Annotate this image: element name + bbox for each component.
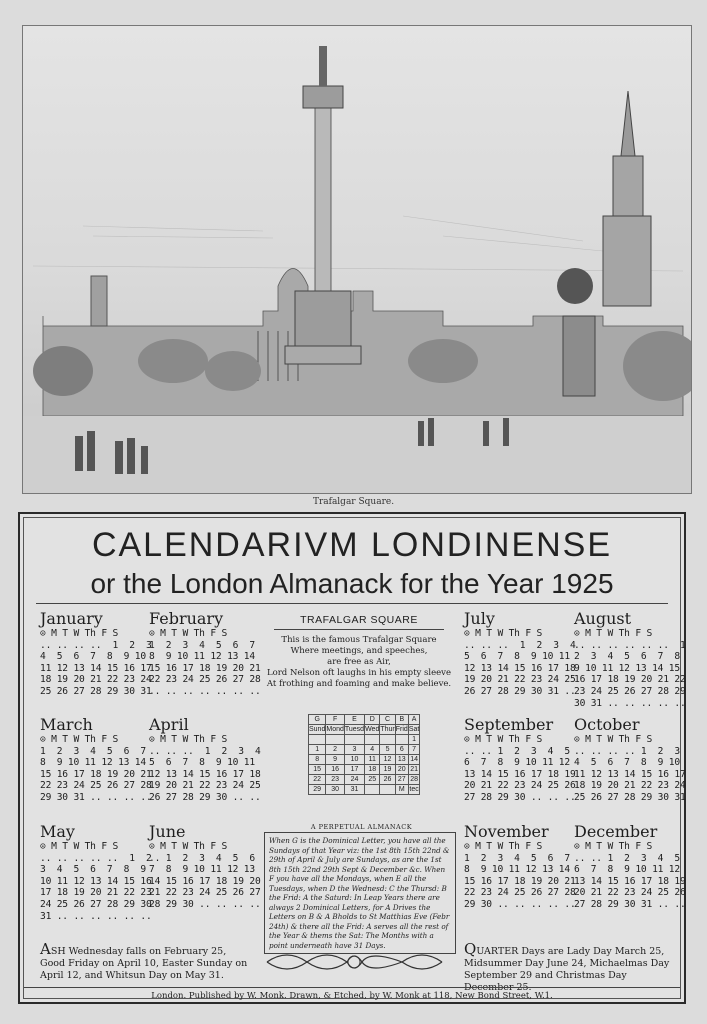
week-row: .. .. 1 2 3 4 5 xyxy=(464,745,570,757)
week-row: .. .. 1 2 3 4 5 xyxy=(574,852,680,864)
week-row: 6 7 8 9 10 11 12 xyxy=(464,757,570,769)
almanack-cell: 8 xyxy=(309,755,326,765)
month-name: February xyxy=(149,609,224,628)
week-row: .. .. .. .. 1 2 3 xyxy=(574,745,680,757)
month-name: April xyxy=(149,715,189,734)
week-row: 18 19 20 21 22 23 24 xyxy=(40,674,152,686)
week-row: 25 26 27 28 29 30 31 xyxy=(574,791,686,803)
note-text: SH Wednesday falls on February 25, Good Friday on April 10, Easter Sunday on April 12, and Whitsun Day on May 31. xyxy=(40,946,248,981)
day-header: ⊙ M T W Th F S xyxy=(464,628,543,639)
almanack-cell: 19 xyxy=(380,765,395,775)
calendar-panel xyxy=(18,512,686,1004)
month-november xyxy=(464,823,576,911)
day-header: ⊙ M T W Th F S xyxy=(40,734,119,745)
almanack-cell: D xyxy=(365,715,380,725)
almanack-title: A PERPETUAL ALMANACK xyxy=(310,823,413,831)
perpetual-almanack-grid xyxy=(308,714,420,795)
almanack-cell: 13 xyxy=(395,755,408,765)
almanack-cell xyxy=(365,735,380,745)
week-row: 12 13 14 15 16 17 18 xyxy=(149,768,261,780)
drop-cap: Q xyxy=(464,940,477,958)
almanack-cell: B xyxy=(395,715,408,725)
day-header: ⊙ M T W Th F S xyxy=(40,841,119,852)
title-rule xyxy=(36,603,668,604)
week-row: 11 12 13 14 15 16 17 xyxy=(40,662,152,674)
almanack-row xyxy=(309,755,420,765)
almanack-cell: 24 xyxy=(344,775,364,785)
month-january xyxy=(40,610,152,698)
week-row: 15 16 17 18 19 20 21 xyxy=(40,768,152,780)
almanack-cell: 1 xyxy=(408,735,420,745)
almanack-cell: Sat xyxy=(408,726,420,733)
week-row: 5 6 7 8 9 10 11 xyxy=(464,651,570,663)
almanack-cell xyxy=(365,785,380,795)
week-row: 19 20 21 22 23 24 25 xyxy=(149,780,261,792)
week-row: 18 19 20 21 22 23 24 xyxy=(574,780,686,792)
almanack-cell: Sund xyxy=(309,726,326,733)
week-row: 1 2 3 4 5 6 7 xyxy=(40,745,146,757)
week-row: 13 14 15 16 17 18 19 xyxy=(464,768,576,780)
day-header: ⊙ M T W Th F S xyxy=(149,841,228,852)
almanack-cell: Wed xyxy=(365,726,380,733)
almanack-row xyxy=(309,715,420,725)
month-may xyxy=(40,823,152,922)
month-april xyxy=(149,716,261,804)
day-header: ⊙ M T W Th F S xyxy=(574,628,653,639)
month-name: October xyxy=(574,715,640,734)
month-name: March xyxy=(40,715,93,734)
almanack-cell: 3 xyxy=(344,745,364,755)
almanack-cell: 16 xyxy=(326,765,345,775)
month-february xyxy=(149,610,261,698)
almanack-cell: 20 xyxy=(395,765,408,775)
almanack-cell: 9 xyxy=(326,755,345,765)
almanack-cell: 7 xyxy=(408,745,420,755)
day-header: ⊙ M T W Th F S xyxy=(40,628,119,639)
week-row: 9 10 11 12 13 14 15 xyxy=(574,662,680,674)
week-row: 20 21 22 23 24 25 26 xyxy=(464,780,576,792)
verse-line: are free as Air, xyxy=(327,657,391,667)
almanack-row xyxy=(309,745,420,755)
week-row: .. .. .. .. 1 2 3 xyxy=(40,639,152,651)
almanack-cell: tec xyxy=(409,786,419,793)
almanack-cell: M xyxy=(395,785,408,795)
almanack-cell: 22 xyxy=(309,775,326,785)
almanack-row xyxy=(309,785,420,795)
week-row: 28 29 30 .. .. .. .. xyxy=(149,898,261,910)
day-header: ⊙ M T W Th F S xyxy=(149,734,228,745)
almanack-cell: 5 xyxy=(380,745,395,755)
week-row: .. .. .. .. .. 1 2 xyxy=(40,852,152,864)
week-row: 5 6 7 8 9 10 11 xyxy=(149,757,255,769)
almanack-cell: 29 xyxy=(309,785,326,795)
almanack-cell xyxy=(344,735,364,745)
publisher-footer: London. Published by W. Monk. Drawn, & Etched, by W. Monk at 118, New Bond Street, W.1. xyxy=(24,987,680,1001)
week-row: 14 15 16 17 18 19 20 xyxy=(149,875,261,887)
week-row: 8 9 10 11 12 13 14 xyxy=(464,864,570,876)
almanack-cell: F xyxy=(326,715,345,725)
week-row: .. .. .. .. .. .. .. xyxy=(149,685,261,697)
note-text: UARTER Days are Lady Day March 25, Midsummer Day June 24, Michaelmas Day September 29 and Christmas Day December 25. xyxy=(464,946,670,993)
verse-line: At frothing and foaming and make believe. xyxy=(266,679,452,689)
week-row: 29 30 31 .. .. .. .. xyxy=(40,791,152,803)
month-july xyxy=(464,610,576,698)
month-name: June xyxy=(149,822,186,841)
verse-text xyxy=(264,635,454,690)
almanack-row xyxy=(309,765,420,775)
week-row: 1 2 3 4 5 6 7 xyxy=(464,852,570,864)
almanack-cell: Frid xyxy=(395,726,408,733)
week-row: .. 1 2 3 4 5 6 xyxy=(149,852,255,864)
week-row: 4 5 6 7 8 9 10 xyxy=(574,757,680,769)
month-december xyxy=(574,823,686,911)
week-row: 29 30 .. .. .. .. .. xyxy=(464,898,576,910)
almanack-cell: 10 xyxy=(344,755,364,765)
week-row: 21 22 23 24 25 26 27 xyxy=(149,887,261,899)
trafalgar-verse xyxy=(264,614,454,690)
almanack-cell: E xyxy=(344,715,364,725)
week-row: 22 23 24 25 26 27 28 xyxy=(149,674,261,686)
almanack-cell: 4 xyxy=(365,745,380,755)
almanack-cell: A xyxy=(408,715,420,725)
week-row: 15 16 17 18 19 20 21 xyxy=(464,875,576,887)
week-row: 13 14 15 16 17 18 19 xyxy=(574,875,686,887)
almanack-cell: 17 xyxy=(344,765,364,775)
week-row: 30 31 .. .. .. .. .. xyxy=(574,697,686,709)
almanack-cell: 2 xyxy=(326,745,345,755)
week-row: 1 2 3 4 5 6 7 xyxy=(149,639,255,651)
almanack-cell: 21 xyxy=(410,766,418,773)
week-row: 31 .. .. .. .. .. .. xyxy=(40,910,152,922)
ornament-decoration xyxy=(262,946,447,978)
almanack-cell: 25 xyxy=(365,775,380,785)
verse-line: This is the famous Trafalgar Square xyxy=(281,635,437,645)
week-row: 7 8 9 10 11 12 13 xyxy=(149,864,255,876)
week-row: 10 11 12 13 14 15 16 xyxy=(40,875,152,887)
week-row: 26 27 28 29 30 .. .. xyxy=(149,791,261,803)
almanack-row xyxy=(309,775,420,785)
calendar-title: CALENDARIVM LONDINENSE xyxy=(91,526,613,564)
verse-line: Lord Nelson oft laughs in his empty sleeve xyxy=(266,668,451,678)
almanack-cell xyxy=(380,785,395,795)
week-row: 26 27 28 29 30 31 .. xyxy=(464,685,576,697)
week-row: 27 28 29 30 .. .. .. xyxy=(464,791,576,803)
month-name: September xyxy=(464,715,554,734)
etching-caption: Trafalgar Square. xyxy=(312,497,395,507)
month-june xyxy=(149,823,261,911)
week-row: 23 24 25 26 27 28 29 xyxy=(574,685,686,697)
day-header: ⊙ M T W Th F S xyxy=(464,734,543,745)
almanack-cell: 11 xyxy=(365,755,380,765)
week-row: .. .. .. 1 2 3 4 xyxy=(464,639,576,651)
almanack-cell xyxy=(395,735,408,745)
almanack-cell: 23 xyxy=(326,775,345,785)
month-march xyxy=(40,716,152,804)
almanack-cell: 18 xyxy=(365,765,380,775)
week-row: 8 9 10 11 12 13 14 xyxy=(40,757,146,769)
etching-illustration xyxy=(22,25,692,494)
day-header: ⊙ M T W Th F S xyxy=(574,841,653,852)
almanack-cell: Thur xyxy=(380,726,395,733)
week-row: 6 7 8 9 10 11 12 xyxy=(574,864,680,876)
month-name: November xyxy=(464,822,549,841)
month-september xyxy=(464,716,576,804)
almanack-cell: 31 xyxy=(344,785,364,795)
week-row: 2 3 4 5 6 7 8 xyxy=(574,651,680,663)
almanack-cell: 28 xyxy=(410,776,418,783)
almanack-cell: G xyxy=(309,715,326,725)
verse-line: Where meetings, and speeches, xyxy=(290,646,428,656)
week-row: .. .. .. .. .. .. 1 xyxy=(574,639,686,651)
week-row: 27 28 29 30 31 .. .. xyxy=(574,898,686,910)
week-row: 17 18 19 20 21 22 23 xyxy=(40,887,152,899)
week-row: 4 5 6 7 8 9 10 xyxy=(40,651,146,663)
week-row: 15 16 17 18 19 20 21 xyxy=(149,662,261,674)
month-name: May xyxy=(40,822,75,841)
month-name: August xyxy=(574,609,632,628)
almanack-cell: Mond xyxy=(326,726,344,733)
week-row: 22 23 24 25 26 27 28 xyxy=(40,780,152,792)
week-row: 8 9 10 11 12 13 14 xyxy=(149,651,255,663)
week-row: 12 13 14 15 16 17 18 xyxy=(464,662,576,674)
almanack-text: When G is the Dominical Letter, you have all the Sundays of that Year viz: the 1st 8th 15th 22nd & 29th of April & July are Sundays, as are the 1st 8th 15th 22nd 29th Sept & December &c. When F you have all the Mondays, when E all the Tuesdays, when D the Wednesd: C the Thursd: B the Frid: A the Saturd: In Leap Years there are always 2 Dominical Letters, for A Drives the Letters on B & A Bholds to St Matthias Eve (Febr 24th) & there all the Frid: A serves all the rest of the Year & thems the Sat: The Months with a point underneath have 31 Days. xyxy=(264,832,456,954)
calendar-subtitle: or the London Almanack for the Year 1925 xyxy=(90,568,614,599)
almanack-cell: Tuesd xyxy=(344,726,365,733)
almanack-cell: 6 xyxy=(395,745,408,755)
almanack-cell xyxy=(380,735,395,745)
day-header: ⊙ M T W Th F S xyxy=(149,628,228,639)
almanack-cell: 27 xyxy=(395,775,408,785)
almanack-cell: 26 xyxy=(380,775,395,785)
week-row: 24 25 26 27 28 29 30 xyxy=(40,898,152,910)
week-row: 20 21 22 23 24 25 26 xyxy=(574,887,686,899)
almanack-row xyxy=(309,725,420,735)
almanack-row xyxy=(309,735,420,745)
day-header: ⊙ M T W Th F S xyxy=(464,841,543,852)
month-name: January xyxy=(40,609,103,628)
week-row: 3 4 5 6 7 8 9 xyxy=(40,864,146,876)
drop-cap: A xyxy=(40,940,51,958)
day-header: ⊙ M T W Th F S xyxy=(574,734,653,745)
almanack-cell: 1 xyxy=(309,745,326,755)
month-name: December xyxy=(574,822,658,841)
month-august xyxy=(574,610,686,709)
week-row: 16 17 18 19 20 21 22 xyxy=(574,674,686,686)
almanack-cell xyxy=(326,735,345,745)
almanack-cell: 15 xyxy=(309,765,326,775)
week-row: 22 23 24 25 26 27 28 xyxy=(464,887,576,899)
month-october xyxy=(574,716,686,804)
almanack-cell: 14 xyxy=(410,756,418,763)
almanack-cell: 30 xyxy=(326,785,345,795)
holy-days-note xyxy=(40,940,250,982)
month-name: July xyxy=(464,609,495,628)
almanack-cell: 12 xyxy=(380,755,395,765)
week-row: 25 26 27 28 29 30 31 xyxy=(40,685,152,697)
almanack-cell: C xyxy=(380,715,395,725)
week-row: 19 20 21 22 23 24 25 xyxy=(464,674,576,686)
verse-title: TRAFALGAR SQUARE xyxy=(274,614,444,630)
week-row: 11 12 13 14 15 16 17 xyxy=(574,768,686,780)
week-row: .. .. .. 1 2 3 4 xyxy=(149,745,261,757)
almanack-cell xyxy=(309,735,326,745)
